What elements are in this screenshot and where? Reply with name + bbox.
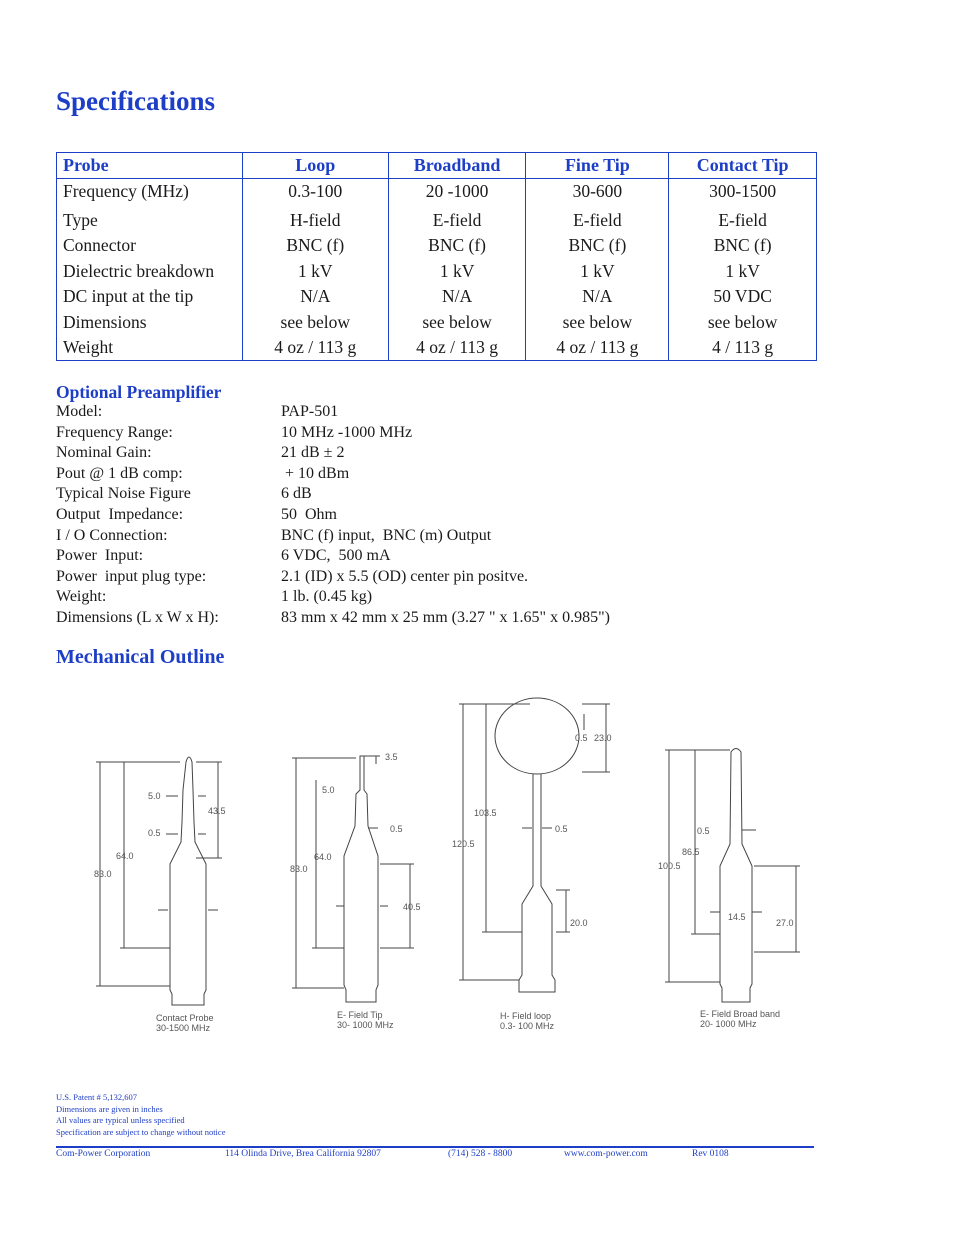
caption-freq: 30- 1000 MHz — [337, 1020, 394, 1030]
dim-label: 103.5 — [474, 808, 497, 818]
e-field-broadband-outline — [665, 749, 800, 1003]
dim-label: 0.5 — [697, 826, 710, 836]
spec-header-row — [57, 153, 817, 179]
mechanical-heading: Mechanical Outline — [56, 646, 225, 668]
dim-label: 100.5 — [658, 861, 681, 871]
spec-value: 6 dB — [281, 485, 312, 503]
table-cell: BNC (f) — [526, 233, 669, 259]
table-cell: see below — [242, 310, 388, 336]
table-cell: 1 kV — [242, 259, 388, 285]
table-cell: 1 kV — [669, 259, 817, 285]
table-row — [57, 208, 817, 234]
table-cell: 4 oz / 113 g — [526, 335, 669, 361]
row-label: DC input at the tip — [57, 284, 243, 310]
table-cell: 1 kV — [388, 259, 526, 285]
caption-freq: 30-1500 MHz — [156, 1023, 211, 1033]
dim-label: 20.0 — [570, 918, 588, 928]
table-cell: see below — [669, 310, 817, 336]
spec-label: Power input plug type: — [56, 567, 207, 585]
mechanical-outline-drawing — [0, 690, 954, 1050]
table-cell: 30-600 — [526, 179, 669, 208]
table-row — [57, 310, 817, 336]
dim-label: 0.5 — [575, 733, 588, 743]
spec-label: Dimensions (L x W x H): — [56, 608, 219, 626]
dim-label: 0.5 — [390, 824, 403, 834]
table-cell: 4 oz / 113 g — [242, 335, 388, 361]
dim-label: 0.5 — [555, 824, 568, 834]
spec-value: BNC (f) input, BNC (m) Output — [281, 526, 492, 544]
dim-label: 5.0 — [148, 791, 161, 801]
spec-value: 83 mm x 42 mm x 25 mm (3.27 " x 1.65" x 0.985") — [281, 608, 610, 626]
dim-label: 64.0 — [314, 852, 332, 862]
caption-freq: 0.3- 100 MHz — [500, 1021, 555, 1031]
footer-website[interactable]: www.com-power.com — [564, 1149, 648, 1159]
change-note: Specification are subject to change without notice — [56, 1126, 226, 1137]
footer-phone: (714) 528 - 8800 — [448, 1149, 513, 1159]
spec-value: + 10 dBm — [281, 464, 350, 482]
spec-label: Frequency Range: — [56, 423, 173, 441]
dim-label: 23.0 — [594, 733, 612, 743]
caption-name: H- Field loop — [500, 1011, 552, 1021]
row-label: Connector — [57, 233, 243, 259]
table-cell: 20 -1000 — [388, 179, 526, 208]
spec-value: 1 lb. (0.45 kg) — [281, 588, 373, 606]
header-broadband: Broadband — [388, 153, 526, 179]
spec-label: Nominal Gain: — [56, 444, 152, 462]
caption-name: E- Field Tip — [337, 1010, 383, 1020]
table-cell: E-field — [388, 208, 526, 234]
spec-label: I / O Connection: — [56, 526, 168, 544]
dim-label: 14.5 — [728, 912, 746, 922]
table-row — [57, 284, 817, 310]
table-cell: BNC (f) — [388, 233, 526, 259]
table-cell: see below — [526, 310, 669, 336]
footer-divider — [56, 1146, 814, 1148]
row-label: Dielectric breakdown — [57, 259, 243, 285]
table-cell: N/A — [526, 284, 669, 310]
table-row — [57, 233, 817, 259]
table-cell: 4 / 113 g — [669, 335, 817, 361]
spec-label: Typical Noise Figure — [56, 485, 191, 503]
header-probe: Probe — [57, 153, 243, 179]
table-cell: N/A — [242, 284, 388, 310]
spec-label: Power Input: — [56, 547, 144, 565]
units-note: Dimensions are given in inches — [56, 1103, 163, 1114]
spec-label: Weight: — [56, 588, 107, 606]
spec-value: 21 dB ± 2 — [281, 444, 345, 462]
typical-note: All values are typical unless specified — [56, 1115, 185, 1125]
table-cell: 0.3-100 — [242, 179, 388, 208]
spec-value: 50 Ohm — [281, 505, 337, 523]
footnotes — [56, 1092, 225, 1138]
caption-freq: 20- 1000 MHz — [700, 1019, 757, 1029]
e-field-tip-outline — [292, 756, 414, 1002]
dim-label: 27.0 — [776, 918, 794, 928]
dim-label: 43.5 — [208, 806, 226, 816]
spec-value: 10 MHz -1000 MHz — [281, 423, 413, 441]
patent-note: U.S. Patent # 5,132,607 — [56, 1092, 137, 1102]
table-row — [57, 259, 817, 285]
spec-label: Model: — [56, 403, 103, 420]
spec-label: Output Impedance: — [56, 505, 184, 523]
table-cell: BNC (f) — [242, 233, 388, 259]
table-row — [57, 179, 817, 208]
dim-label: 0.5 — [148, 828, 161, 838]
row-label: Type — [57, 208, 243, 234]
caption-name: Contact Probe — [156, 1013, 214, 1023]
footer-company: Com-Power Corporation — [56, 1149, 151, 1159]
row-label: Frequency (MHz) — [57, 179, 243, 208]
table-cell: E-field — [526, 208, 669, 234]
preamp-heading: Optional Preamplifier — [56, 382, 222, 402]
row-label: Weight — [57, 335, 243, 361]
table-cell: 4 oz / 113 g — [388, 335, 526, 361]
dim-label: 83.0 — [94, 869, 112, 879]
probe-captions — [156, 1009, 780, 1033]
caption-name: E- Field Broad band — [700, 1009, 781, 1019]
dim-label: 3.5 — [385, 752, 398, 762]
dim-label: 64.0 — [116, 851, 134, 861]
table-cell: BNC (f) — [669, 233, 817, 259]
table-row — [57, 335, 817, 361]
dim-label: 83.0 — [290, 864, 308, 874]
footer-address: 114 Olinda Drive, Brea California 92807 — [225, 1149, 381, 1159]
table-cell: 300-1500 — [669, 179, 817, 208]
table-cell: H-field — [242, 208, 388, 234]
table-cell: 50 VDC — [669, 284, 817, 310]
header-contact-tip: Contact Tip — [669, 153, 817, 179]
header-loop: Loop — [242, 153, 388, 179]
dim-label: 5.0 — [322, 785, 335, 795]
spec-table — [56, 152, 817, 361]
spec-value: 2.1 (ID) x 5.5 (OD) center pin positve. — [281, 567, 529, 585]
table-cell: 1 kV — [526, 259, 669, 285]
header-fine-tip: Fine Tip — [526, 153, 669, 179]
spec-value: PAP-501 — [281, 403, 339, 420]
row-label: Dimensions — [57, 310, 243, 336]
spec-value: 6 VDC, 500 mA — [281, 547, 391, 565]
table-cell: E-field — [669, 208, 817, 234]
dim-label: 40.5 — [403, 902, 421, 912]
page-title: Specifications — [56, 86, 215, 116]
table-cell: see below — [388, 310, 526, 336]
dim-label: 86.5 — [682, 847, 700, 857]
dim-label: 120.5 — [452, 839, 475, 849]
footer-revision: Rev 0108 — [692, 1149, 729, 1159]
spec-label: Pout @ 1 dB comp: — [56, 464, 183, 482]
table-cell: N/A — [388, 284, 526, 310]
